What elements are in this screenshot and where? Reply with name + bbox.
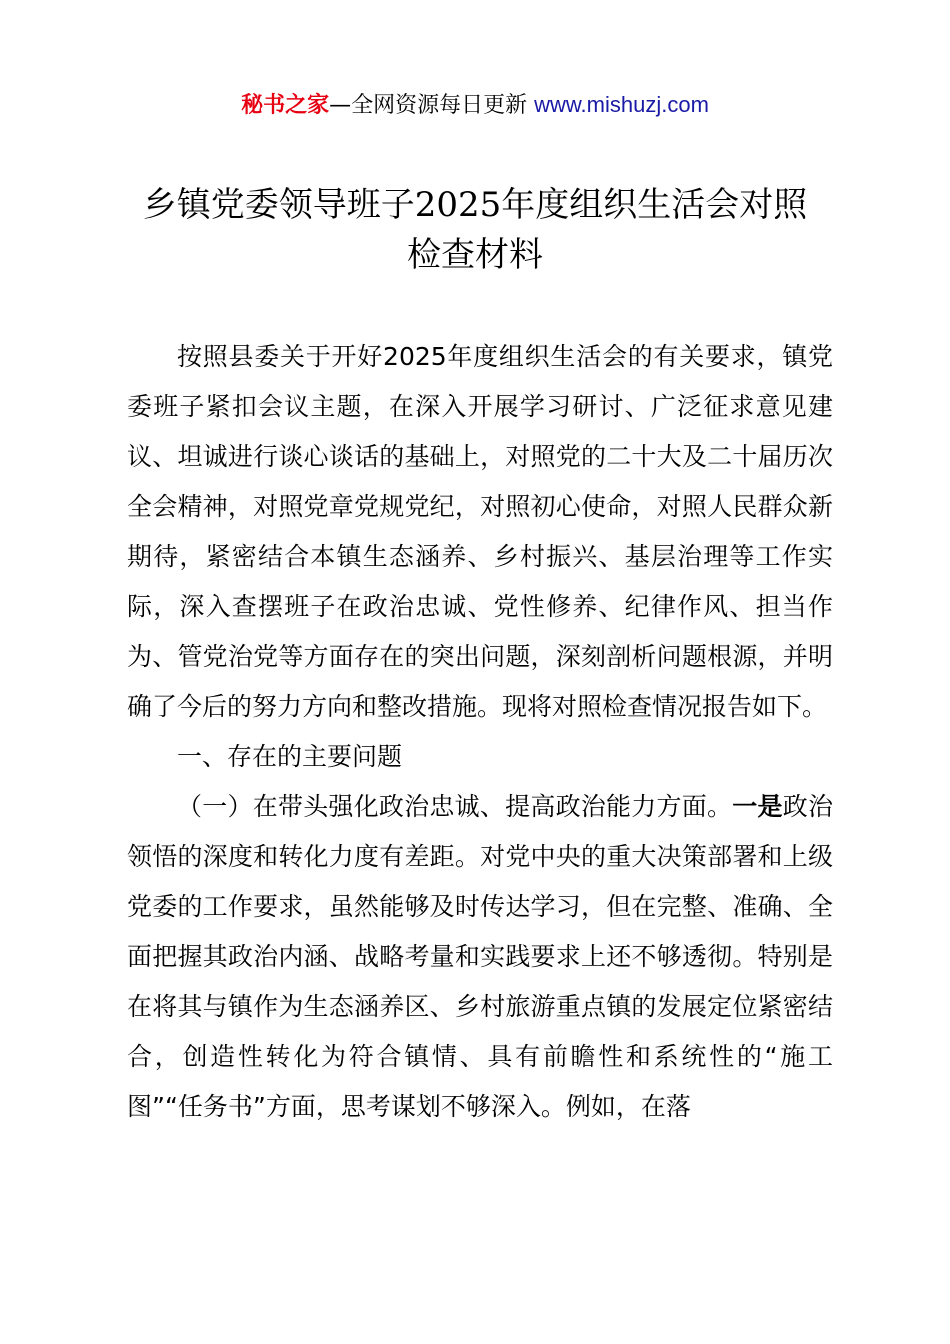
document-title bbox=[60, 180, 890, 280]
document-title-line-2: 检查材料 bbox=[407, 235, 543, 275]
subsection-lead: （一）在带头强化政治忠诚、提高政治能力方面。 bbox=[177, 792, 733, 821]
document-title-line-1: 乡镇党委领导班子2025年度组织生活会对照 bbox=[142, 185, 808, 225]
site-brand: 秘书之家 bbox=[241, 93, 330, 118]
point-marker-first: 一是 bbox=[732, 792, 783, 821]
site-url-link[interactable]: www.mishuzj.com bbox=[534, 92, 709, 117]
intro-paragraph: 按照县委关于开好2025年度组织生活会的有关要求，镇党委班子紧扣会议主题，在深入开展学习研讨、广泛征求意见建议、坦诚进行谈心谈话的基础上，对照党的二十大及二十届历次全会精神，对照党章党规党纪，对照初心使命，对照人民群众新期待，紧密结合本镇生态涵养、乡村振兴、基层治理等工作实际，深入查摆班子在政治忠诚、党性修养、纪律作风、担当作为、管党治党等方面存在的突出问题，深刻剖析问题根源，并明确了今后的努力方向和整改措施。现将对照检查情况报告如下。 bbox=[127, 342, 833, 721]
subsection-text: 政治领悟的深度和转化力度有差距。对党中央的重大决策部署和上级党委的工作要求，虽然能够及时传达学习，但在完整、准确、全面把握其政治内涵、战略考量和实践要求上还不够透彻。特别是在将其与镇作为生态涵养区、乡村旅游重点镇的发展定位紧密结合，创造性转化为符合镇情、具有前瞻性和系统性的“施工图”“任务书”方面，思考谋划不够深入。例如，在落 bbox=[127, 792, 833, 1121]
subsection-paragraph-political-loyalty bbox=[127, 782, 833, 1132]
section-heading-problems: 一、存在的主要问题 bbox=[177, 742, 403, 771]
site-tagline: —全网资源每日更新 bbox=[329, 93, 528, 118]
document-body bbox=[127, 332, 833, 1132]
site-header bbox=[0, 88, 950, 123]
